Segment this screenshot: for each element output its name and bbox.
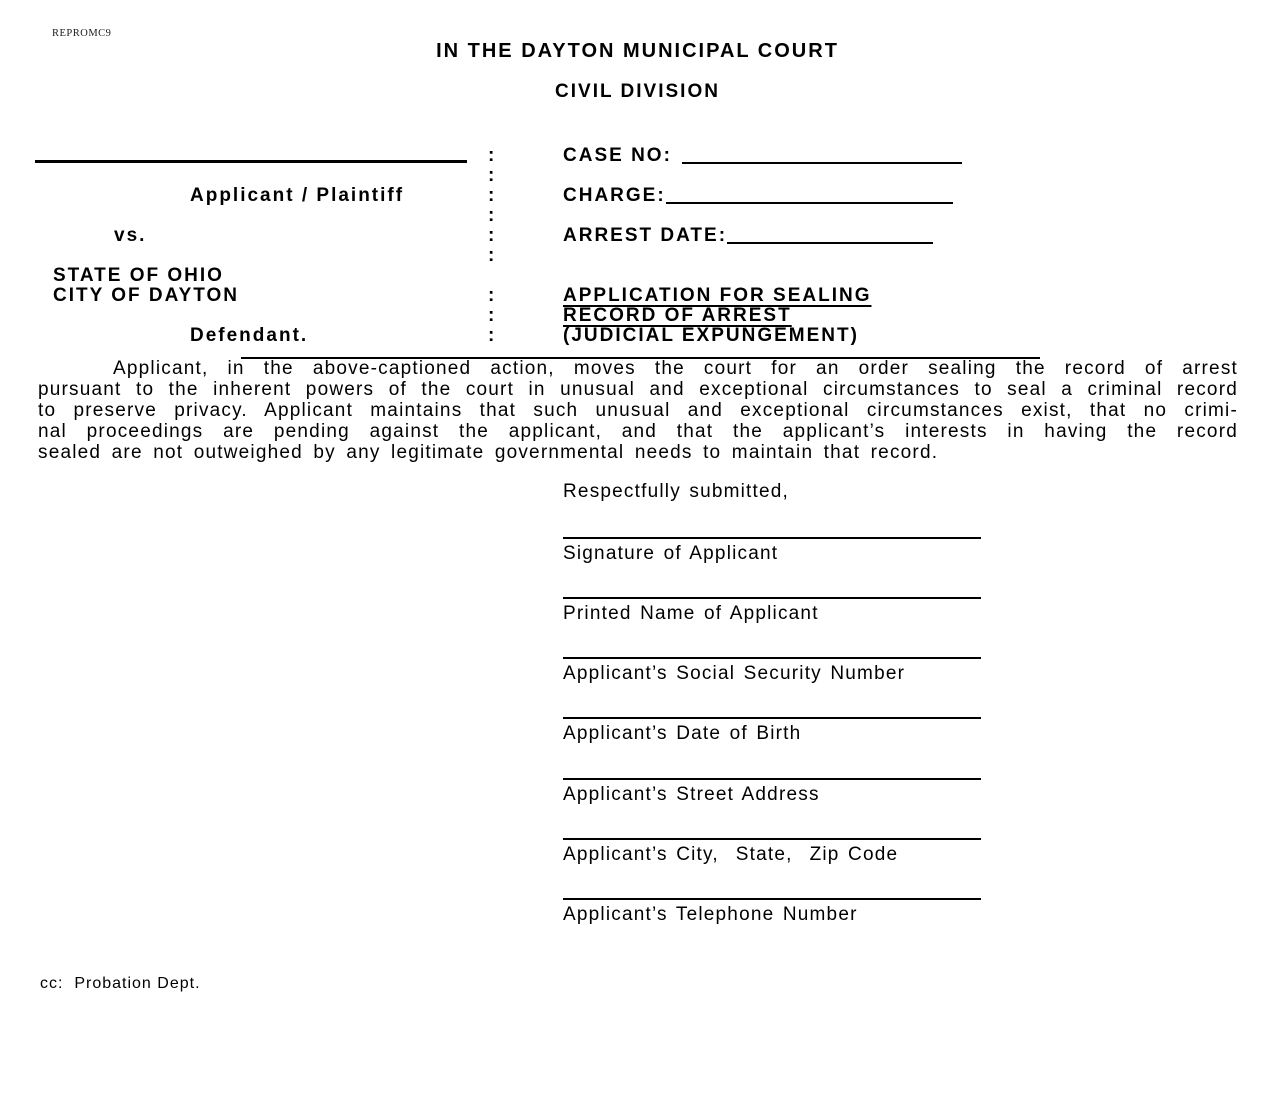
printed-name-field-label: Printed Name of Applicant [563,603,819,624]
applicant-plaintiff-label: Applicant / Plaintiff [190,185,405,206]
signature-field-block [563,523,981,565]
dob-field-label: Applicant’s Date of Birth [563,723,802,744]
telephone-field-block [563,884,981,926]
body-paragraph-line: pursuant to the inherent powers of the court in unusual and exceptional circumstances to seal a criminal record [38,379,1238,400]
charge-label: CHARGE: [563,185,666,206]
body-paragraph-line: nal proceedings are pending against the applicant, and that the applicant’s interests in having the record [38,421,1238,442]
city-state-zip-field[interactable] [563,824,981,840]
respectfully-submitted-label: Respectfully submitted, [563,481,790,502]
arrest-date-field[interactable] [727,228,933,244]
caption-colon: : [488,185,495,206]
body-paragraph-line: Applicant, in the above-captioned action, moves the court for an order sealing the record of arrest [113,358,1238,379]
city-of-dayton-label: CITY OF DAYTON [53,285,240,306]
case-no-field[interactable] [682,148,962,164]
form-code: REPROMC9 [52,28,112,39]
caption-colon: : [488,225,495,246]
court-title: IN THE DAYTON MUNICIPAL COURT [436,40,839,62]
street-address-field-block [563,764,981,806]
case-no-label: CASE NO: [563,145,672,166]
printed-name-field-block [563,583,981,625]
signature-field[interactable] [563,523,981,539]
defendant-label: Defendant. [190,325,309,346]
signature-field-label: Signature of Applicant [563,543,779,564]
body-paragraph [38,358,1238,463]
case-no-row [563,146,962,166]
applicant-name-field[interactable] [35,146,467,163]
telephone-field-label: Applicant’s Telephone Number [563,904,858,925]
cc-probation-dept-line: cc: Probation Dept. [40,975,201,992]
ssn-field[interactable] [563,643,981,659]
caption-separator-line [241,345,1040,359]
caption-colon: : [488,325,495,346]
document-title-line-2: RECORD OF ARREST [563,305,792,326]
street-address-field[interactable] [563,764,981,780]
street-address-field-label: Applicant’s Street Address [563,784,820,805]
ssn-field-block [563,643,981,685]
division-title: CIVIL DIVISION [555,81,720,102]
caption-colon: : [488,145,495,166]
state-of-ohio-label: STATE OF OHIO [53,265,224,286]
caption-colon: : [488,305,495,326]
vs-label: vs. [114,225,147,246]
body-paragraph-line: sealed are not outweighed by any legitimate governmental needs to maintain that record. [38,442,939,463]
caption-colon: : [488,245,495,266]
arrest-date-label: ARREST DATE: [563,225,728,246]
dob-field-block [563,703,981,745]
document-title-line-1: APPLICATION FOR SEALING [563,285,872,306]
ssn-field-label: Applicant’s Social Security Number [563,663,906,684]
printed-name-field[interactable] [563,583,981,599]
caption-colon: : [488,285,495,306]
city-state-zip-field-block [563,824,981,866]
charge-row [563,186,953,206]
body-paragraph-line: to preserve privacy. Applicant maintains that such unusual and exceptional circumstances exist, that no crimi- [38,400,1238,421]
arrest-date-row [563,226,933,246]
caption-colon: : [488,165,495,186]
caption-colon: : [488,205,495,226]
dob-field[interactable] [563,703,981,719]
charge-field[interactable] [666,188,953,204]
telephone-field[interactable] [563,884,981,900]
city-state-zip-field-label: Applicant’s City, State, Zip Code [563,844,899,865]
document-title-line-3: (JUDICIAL EXPUNGEMENT) [563,325,859,346]
